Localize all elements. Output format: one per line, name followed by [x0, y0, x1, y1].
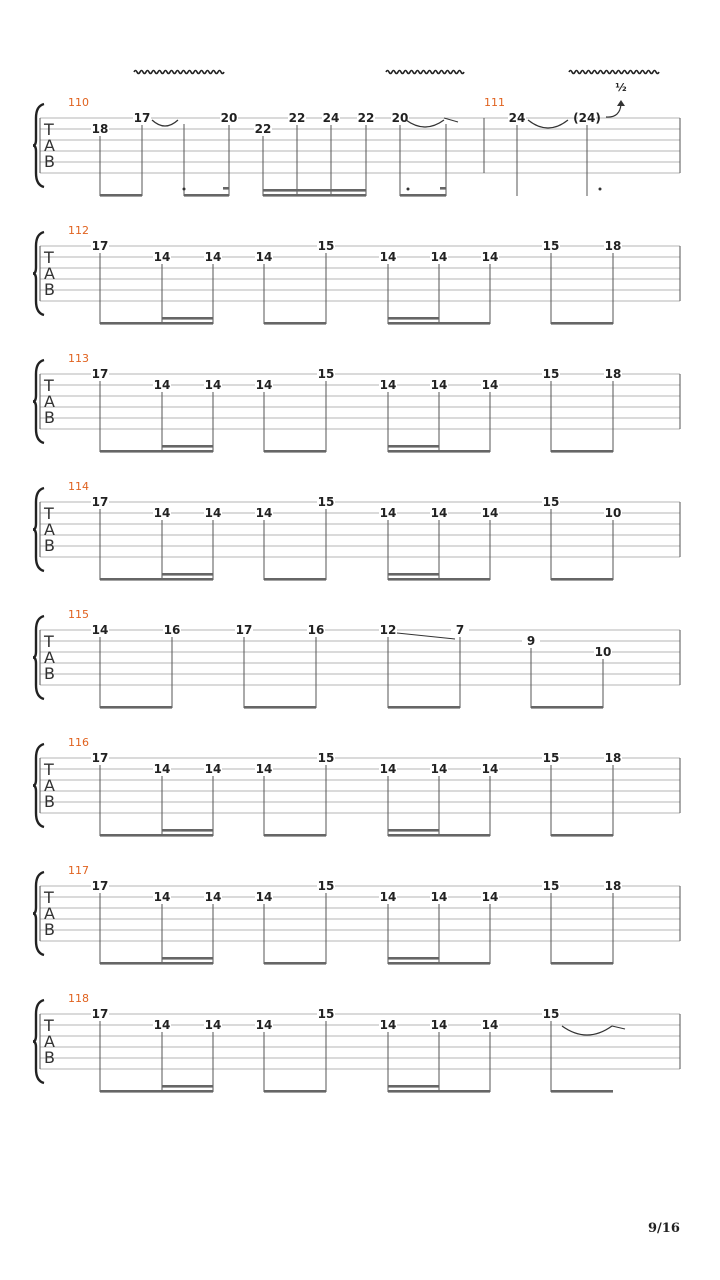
fret-number: 14 — [379, 506, 397, 520]
tab-clef-letter-a: A — [44, 520, 55, 539]
fret-number: 14 — [430, 378, 448, 392]
measure-number: 118 — [68, 992, 89, 1005]
fret-number: 18 — [604, 239, 622, 253]
tab-clef-letter-t: T — [44, 248, 54, 267]
tab-clef-letter-b: B — [44, 792, 55, 811]
note-beam — [100, 834, 213, 837]
note-beam — [388, 317, 439, 320]
measure-number: 111 — [484, 96, 505, 109]
fret-number: 15 — [542, 239, 560, 253]
fret-number: 14 — [153, 506, 171, 520]
fret-number: 14 — [153, 250, 171, 264]
note-beam — [388, 445, 439, 448]
tab-clef-letter-a: A — [44, 264, 55, 283]
fret-number: 14 — [481, 762, 499, 776]
fret-number: 14 — [481, 378, 499, 392]
system-brace — [33, 744, 44, 827]
fret-number: 17 — [91, 495, 109, 509]
note-beam — [551, 1090, 613, 1093]
note-beam — [551, 962, 613, 965]
note-beam — [162, 1085, 213, 1088]
fret-number: 14 — [153, 890, 171, 904]
fret-number: 14 — [379, 890, 397, 904]
fret-number: 15 — [317, 879, 335, 893]
note-beam — [388, 322, 490, 325]
note-beam — [162, 573, 213, 576]
slide-line — [612, 1026, 625, 1029]
fret-number: 14 — [430, 506, 448, 520]
fret-number: 15 — [317, 239, 335, 253]
note-beam — [100, 1090, 213, 1093]
fret-number: 14 — [204, 506, 222, 520]
rhythm-dot — [599, 188, 602, 191]
note-flag — [223, 187, 229, 190]
note-beam — [388, 573, 439, 576]
note-beam — [531, 706, 603, 709]
fret-number: 15 — [542, 1007, 560, 1021]
measure-number: 117 — [68, 864, 89, 877]
tab-clef-letter-t: T — [44, 888, 54, 907]
tab-clef-letter-t: T — [44, 760, 54, 779]
tab-clef-letter-t: T — [44, 632, 54, 651]
bend-arrow — [617, 100, 625, 106]
staff-system-113 — [40, 352, 680, 453]
fret-number: 14 — [255, 762, 273, 776]
fret-number: 15 — [317, 751, 335, 765]
fret-number: 14 — [481, 1018, 499, 1032]
measure-number: 112 — [68, 224, 89, 237]
staff-system-110 — [40, 81, 680, 197]
page-number: 9/16 — [648, 1221, 680, 1236]
fret-number: 14 — [255, 506, 273, 520]
note-beam — [263, 189, 366, 192]
fret-number: 18 — [604, 879, 622, 893]
fret-number: 14 — [204, 250, 222, 264]
note-beam — [264, 1090, 326, 1093]
fret-number: 14 — [204, 1018, 222, 1032]
note-beam — [264, 962, 326, 965]
fret-number: 9 — [526, 634, 536, 648]
fret-number: 14 — [430, 890, 448, 904]
fret-number: 20 — [391, 111, 409, 125]
fret-number: 17 — [91, 1007, 109, 1021]
fret-number: 15 — [542, 367, 560, 381]
note-beam — [264, 450, 326, 453]
note-beam — [162, 317, 213, 320]
fret-number: (24) — [573, 111, 601, 125]
tab-clef-letter-t: T — [44, 504, 54, 523]
note-beam — [264, 578, 326, 581]
fret-number: 15 — [317, 495, 335, 509]
note-beam — [263, 194, 366, 197]
system-brace — [33, 232, 44, 315]
staff-system-112 — [40, 224, 680, 325]
fret-number: 16 — [307, 623, 325, 637]
note-beam — [100, 706, 172, 709]
tab-clef-letter-b: B — [44, 664, 55, 683]
slide-line — [444, 118, 458, 122]
fret-number: 18 — [91, 122, 109, 136]
staff-system-118 — [40, 992, 680, 1093]
tab-clef-letter-a: A — [44, 136, 55, 155]
tie-arc — [562, 1026, 612, 1035]
tab-clef-letter-t: T — [44, 1016, 54, 1035]
fret-number: 14 — [255, 250, 273, 264]
measure-number: 110 — [68, 96, 89, 109]
fret-number: 17 — [133, 111, 151, 125]
note-beam — [264, 834, 326, 837]
staff-system-115 — [40, 608, 680, 709]
note-beam — [551, 450, 613, 453]
fret-number: 14 — [379, 378, 397, 392]
system-brace — [33, 488, 44, 571]
tab-clef-letter-a: A — [44, 776, 55, 795]
fret-number: 17 — [91, 239, 109, 253]
fret-number: 14 — [204, 890, 222, 904]
fret-number: 15 — [542, 751, 560, 765]
fret-number: 12 — [379, 623, 397, 637]
tab-clef-letter-t: T — [44, 376, 54, 395]
measure-number: 114 — [68, 480, 89, 493]
fret-number: 14 — [153, 378, 171, 392]
note-beam — [388, 450, 490, 453]
tab-clef-letter-t: T — [44, 120, 54, 139]
fret-number: 22 — [357, 111, 375, 125]
note-beam — [388, 834, 490, 837]
tab-clef-letter-a: A — [44, 648, 55, 667]
note-flag — [440, 187, 446, 190]
fret-number: 18 — [604, 367, 622, 381]
fret-number: 14 — [481, 250, 499, 264]
staff-system-114 — [40, 480, 680, 581]
system-brace — [33, 104, 44, 187]
fret-number: 24 — [508, 111, 526, 125]
note-beam — [388, 957, 439, 960]
tab-clef-letter-b: B — [44, 280, 55, 299]
measure-number: 115 — [68, 608, 89, 621]
fret-number: 14 — [255, 378, 273, 392]
note-beam — [100, 322, 213, 325]
fret-number: 14 — [153, 762, 171, 776]
fret-number: 14 — [430, 762, 448, 776]
fret-number: 15 — [317, 367, 335, 381]
fret-number: 14 — [379, 1018, 397, 1032]
staff-system-116 — [40, 736, 680, 837]
fret-number: 15 — [542, 879, 560, 893]
fret-number: 14 — [481, 506, 499, 520]
fret-number: 14 — [91, 623, 109, 637]
fret-number: 17 — [235, 623, 253, 637]
fret-number: 10 — [594, 645, 612, 659]
tab-clef-letter-a: A — [44, 1032, 55, 1051]
note-beam — [551, 578, 613, 581]
fret-number: 16 — [163, 623, 181, 637]
system-brace — [33, 872, 44, 955]
rhythm-dot — [407, 188, 410, 191]
note-beam — [244, 706, 316, 709]
note-beam — [100, 194, 142, 197]
fret-number: 7 — [455, 623, 465, 637]
fret-number: 15 — [317, 1007, 335, 1021]
fret-number: 14 — [430, 250, 448, 264]
note-beam — [162, 829, 213, 832]
fret-number: 20 — [220, 111, 238, 125]
system-brace — [33, 1000, 44, 1083]
staff-system-117 — [40, 864, 680, 965]
tab-clef-letter-b: B — [44, 408, 55, 427]
fret-number: 14 — [430, 1018, 448, 1032]
fret-number: 14 — [153, 1018, 171, 1032]
note-beam — [551, 322, 613, 325]
tie-arc — [528, 120, 568, 128]
vibrato-mark — [134, 71, 224, 74]
note-beam — [400, 194, 446, 197]
vibrato-mark — [569, 71, 659, 74]
note-beam — [100, 962, 213, 965]
note-beam — [388, 1090, 490, 1093]
note-beam — [100, 450, 213, 453]
fret-number: 17 — [91, 751, 109, 765]
fret-number: 14 — [255, 890, 273, 904]
note-beam — [388, 829, 439, 832]
note-beam — [264, 322, 326, 325]
fret-number: 24 — [322, 111, 340, 125]
fret-number: 10 — [604, 506, 622, 520]
fret-number: 14 — [481, 890, 499, 904]
tab-clef-letter-a: A — [44, 904, 55, 923]
fret-number: 22 — [288, 111, 306, 125]
fret-number: 17 — [91, 879, 109, 893]
note-beam — [388, 578, 490, 581]
fret-number: 14 — [379, 250, 397, 264]
note-beam — [388, 1085, 439, 1088]
vibrato-mark — [386, 71, 464, 74]
note-beam — [388, 706, 460, 709]
note-beam — [162, 957, 213, 960]
note-beam — [551, 834, 613, 837]
measure-number: 113 — [68, 352, 89, 365]
fret-number: 14 — [204, 378, 222, 392]
tab-clef-letter-b: B — [44, 152, 55, 171]
fret-number: 22 — [254, 122, 272, 136]
rhythm-dot — [183, 188, 186, 191]
note-beam — [100, 578, 213, 581]
note-beam — [388, 962, 490, 965]
fret-number: 14 — [379, 762, 397, 776]
tab-clef-letter-b: B — [44, 536, 55, 555]
system-brace — [33, 360, 44, 443]
tie-arc — [406, 120, 444, 127]
slide-line — [397, 633, 455, 639]
system-brace — [33, 616, 44, 699]
fret-number: 18 — [604, 751, 622, 765]
fret-number: 14 — [255, 1018, 273, 1032]
tab-clef-letter-b: B — [44, 920, 55, 939]
tab-clef-letter-a: A — [44, 392, 55, 411]
tie-arc — [152, 120, 178, 126]
tab-clef-letter-b: B — [44, 1048, 55, 1067]
note-beam — [184, 194, 229, 197]
measure-number: 116 — [68, 736, 89, 749]
fret-number: 14 — [204, 762, 222, 776]
fret-number: 17 — [91, 367, 109, 381]
bend-amount: ½ — [615, 81, 627, 94]
fret-number: 15 — [542, 495, 560, 509]
note-beam — [162, 445, 213, 448]
